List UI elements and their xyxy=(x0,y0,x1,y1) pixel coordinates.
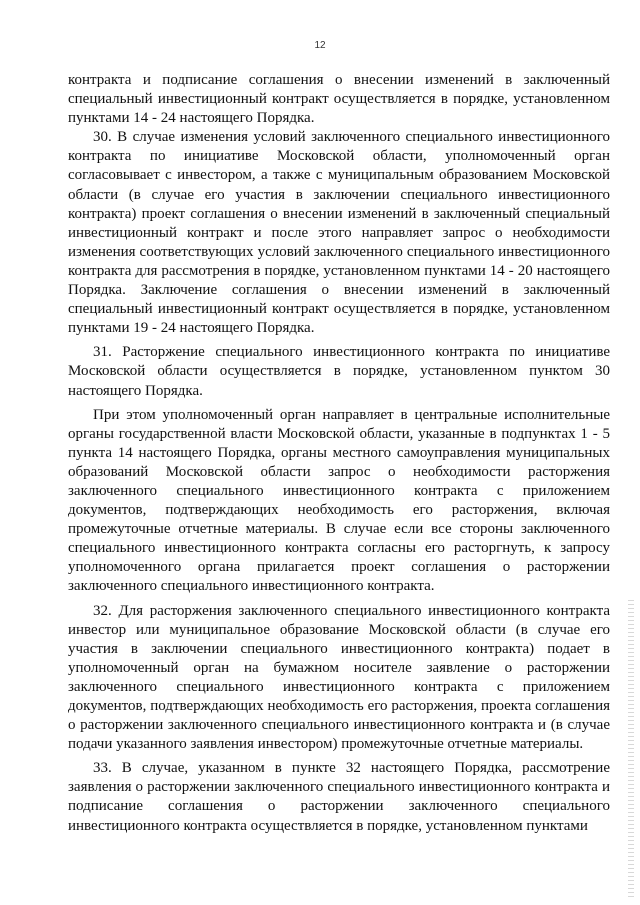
paragraph-32: 32. Для расторжения заключенного специального инвестиционного контракта инвестор или муниципальное образование Московской области (в случае его участия в заключении специального инвестиционного контракта) подает в уполномоченный орган на бумажном носителе заявление о расторжении заключенного специального инвестиционного контракта с приложением документов, подтверждающих необходимость его расторжения, проекта соглашения о расторжении заключенного специального инвестиционного контракта и (в случае подачи указанного заявления инвестором) промежуточные отчетные материалы. xyxy=(68,602,610,753)
paragraph-30: 30. В случае изменения условий заключенного специального инвестиционного контракта по инициативе Московской области, уполномоченный орган согласовывает с инвестором, а также с муниципальным образованием Московской области (в случае его участия в заключении специального инвестиционного контракта) проект соглашения о внесении изменений в заключенный специальный инвестиционный контракт и после этого направляет запрос о необходимости изменения соответствующих условий заключенного специального инвестиционного контракта для рассмотрения в порядке, установленном пунктами 14 - 20 настоящего Порядка. Заключение соглашения о внесении изменений в заключенный специальный инвестиционный контракт осуществляется в порядке, установленном пунктами 19 - 24 настоящего Порядка. xyxy=(68,129,610,337)
paragraph-continuation: контракта и подписание соглашения о внесении изменений в заключенный специальный инвестиционный контракт осуществляется в порядке, установленном пунктами 14 - 24 настоящего Порядка. xyxy=(68,72,610,127)
document-body xyxy=(68,71,610,836)
scan-edge-mark xyxy=(628,600,634,900)
paragraph-31-continued: При этом уполномоченный орган направляет в центральные исполнительные органы государственной власти Московской области, указанные в подпунктах 1 - 5 пункта 14 настоящего Порядка, органы местного самоуправления муниципальных образований Московской области запрос о необходимости расторжения заключенного специального инвестиционного контракта с приложением документов, подтверждающих необходимость его расторжения, включая промежуточные отчетные материалы. В случае если все стороны заключенного специального инвестиционного контракта согласны его расторгнуть, к запросу уполномоченного органа прилагается проект соглашения о расторжении заключенного специального инвестиционного контракта. xyxy=(68,406,610,595)
paragraph-33: 33. В случае, указанном в пункте 32 настоящего Порядка, рассмотрение заявления о расторжении заключенного специального инвестиционного контракта и подписание соглашения о расторжении заключенного специального инвестиционного контракта осуществляется в порядке, установленном пунктами xyxy=(68,760,610,834)
paragraph-31: 31. Расторжение специального инвестиционного контракта по инициативе Московской области осуществляется в порядке, установленном пунктом 30 настоящего Порядка. xyxy=(68,344,610,399)
page-number: 12 xyxy=(314,40,326,51)
